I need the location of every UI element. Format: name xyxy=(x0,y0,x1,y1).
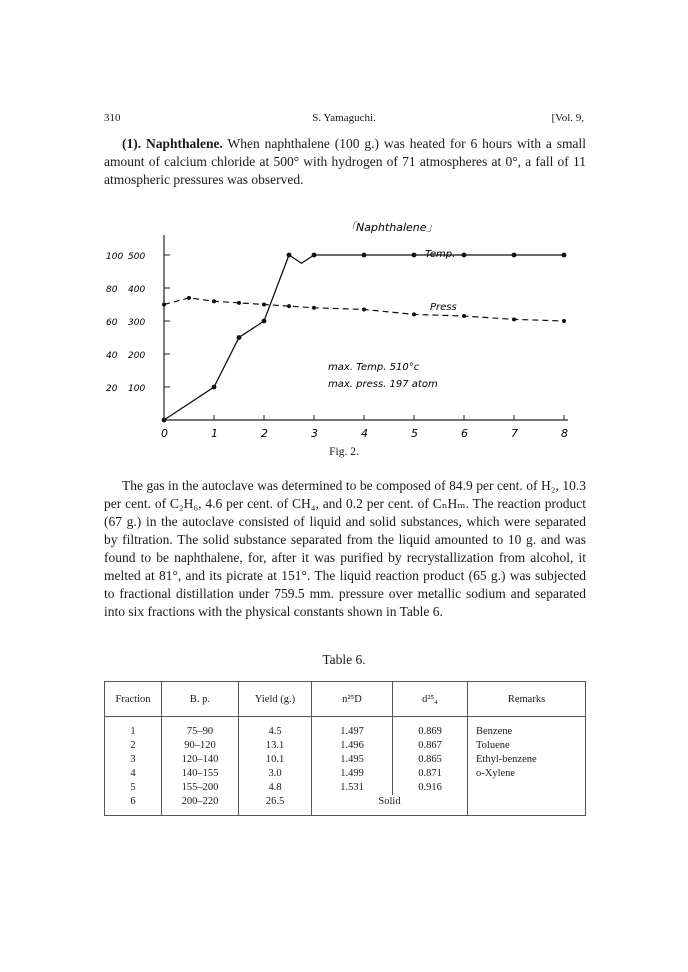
table-cell: 90–120 xyxy=(162,739,239,753)
press-point xyxy=(237,301,241,305)
table-row xyxy=(105,795,586,816)
press-point xyxy=(412,312,416,316)
table-cell: 75–90 xyxy=(162,717,239,740)
y-tick-label-right: 200 xyxy=(128,351,146,361)
figure-chart xyxy=(100,215,580,450)
table-cell: 1.499 xyxy=(312,767,393,781)
press-point xyxy=(262,303,266,307)
press-point xyxy=(212,299,216,303)
table-row xyxy=(105,753,586,767)
x-tick-label: 6 xyxy=(461,427,468,440)
table-6 xyxy=(104,681,586,816)
temp-point xyxy=(362,253,367,258)
col-yield: Yield (g.) xyxy=(239,682,312,717)
table-cell: 26.5 xyxy=(239,795,312,816)
table-cell: Toluene xyxy=(468,739,586,753)
table-cell: 1 xyxy=(105,717,162,740)
temp-point xyxy=(412,253,417,258)
table-cell: Solid xyxy=(312,795,468,816)
table-cell: 200–220 xyxy=(162,795,239,816)
col-nd: n²⁵D xyxy=(312,682,393,717)
table-cell: 4.5 xyxy=(239,717,312,740)
chart-series xyxy=(162,253,567,423)
annotation-max-temp: max. Temp. 510°c xyxy=(328,362,420,373)
x-tick-label: 5 xyxy=(411,427,418,440)
paragraph-text: The gas in the autoclave was determined to be composed of 84.9 per cent. of H₂, 10.3 per cent. of C₂H₆, 4.6 per cent. of CH₄, and 0.2 per cent. of CₙHₘ. The reaction product (67 g.) in the autoclave consisted of liquid and solid substances, which were separated by filtration. The solid substance separated from the liquid amounted to 10 g. and was found to be naphthalene, for, after it was purified by recrystallization from alcohol, it melted at 81°, and its picrate at 151°. The liquid reaction product (65 g.) was subjected to fractional distillation under 759.5 mm. pressure over metallic sodium and separated into six fractions with the physical constants shown in Table 6. xyxy=(104,478,586,619)
temp-point xyxy=(262,319,267,324)
series-label-temp: Temp. xyxy=(425,249,456,260)
table-cell: 4 xyxy=(105,767,162,781)
section-heading: (1). Naphthalene. xyxy=(122,136,223,151)
table-cell: 6 xyxy=(105,795,162,816)
temp-point xyxy=(212,385,217,390)
line-chart xyxy=(100,215,580,445)
table-cell: 155–200 xyxy=(162,781,239,795)
table-cell: 0.865 xyxy=(393,753,468,767)
press-point xyxy=(562,319,566,323)
y-tick-label-right: 400 xyxy=(128,285,146,295)
y-tick-label-right: 500 xyxy=(128,252,146,262)
col-fraction: Fraction xyxy=(105,682,162,717)
temp-point xyxy=(312,253,317,258)
table-cell: 0.871 xyxy=(393,767,468,781)
press-point xyxy=(162,303,166,307)
table-cell xyxy=(468,795,586,816)
table-row xyxy=(105,739,586,753)
paragraph-gas-analysis xyxy=(104,477,586,621)
table-cell: Benzene xyxy=(468,717,586,740)
col-d4: d²⁵₄ xyxy=(393,682,468,717)
table-row xyxy=(105,767,586,781)
table-cell: 0.869 xyxy=(393,717,468,740)
temp-point xyxy=(237,335,242,340)
chart-title: 「Naphthalene」 xyxy=(345,221,438,234)
x-tick-label: 1 xyxy=(211,427,218,440)
col-remarks: Remarks xyxy=(468,682,586,717)
page-number: 310 xyxy=(104,112,121,124)
press-point xyxy=(462,314,466,318)
table-row xyxy=(105,717,586,740)
table-cell: 4.8 xyxy=(239,781,312,795)
press-point xyxy=(312,306,316,310)
table-cell: 5 xyxy=(105,781,162,795)
table-row xyxy=(105,781,586,795)
table-cell: 0.867 xyxy=(393,739,468,753)
x-tick-label: 2 xyxy=(261,427,268,440)
running-author: S. Yamaguchi. xyxy=(312,112,376,124)
x-tick-label: 8 xyxy=(561,427,568,440)
table-cell: 120–140 xyxy=(162,753,239,767)
y-tick-label-left: 20 xyxy=(106,384,118,394)
table-cell: 1.496 xyxy=(312,739,393,753)
x-tick-label: 4 xyxy=(361,427,368,440)
chart-axes xyxy=(164,235,568,420)
paragraph-naphthalene xyxy=(104,135,586,189)
table-cell: 3 xyxy=(105,753,162,767)
table-cell: 140–155 xyxy=(162,767,239,781)
temp-point xyxy=(512,253,517,258)
table-cell: 0.916 xyxy=(393,781,468,795)
x-tick-label: 3 xyxy=(311,427,318,440)
y-tick-label-left: 100 xyxy=(106,252,124,262)
page-header xyxy=(104,112,584,132)
y-tick-label-right: 100 xyxy=(128,384,146,394)
figure-caption: Fig. 2. xyxy=(329,446,359,458)
table-cell: 13.1 xyxy=(239,739,312,753)
table-cell: 10.1 xyxy=(239,753,312,767)
press-point xyxy=(287,304,291,308)
x-tick-label: 7 xyxy=(511,427,518,440)
table-cell: 2 xyxy=(105,739,162,753)
y-tick-label-left: 60 xyxy=(106,318,118,328)
table-cell: 1.495 xyxy=(312,753,393,767)
series-label-press: Press xyxy=(430,302,457,313)
table-cell: Ethyl-benzene xyxy=(468,753,586,767)
temp-point xyxy=(287,253,292,258)
y-tick-label-left: 80 xyxy=(106,285,118,295)
table-cell: 3.0 xyxy=(239,767,312,781)
press-point xyxy=(362,307,366,311)
table-cell: o-Xylene xyxy=(468,767,586,781)
temp-point xyxy=(462,253,467,258)
table-cell xyxy=(468,781,586,795)
press-point xyxy=(187,296,191,300)
table-cell: 1.497 xyxy=(312,717,393,740)
table-cell: 1.531 xyxy=(312,781,393,795)
temp-point xyxy=(562,253,567,258)
series-line-temp xyxy=(164,255,564,420)
col-bp: B. p. xyxy=(162,682,239,717)
x-tick-label: 0 xyxy=(161,427,168,440)
table-title: Table 6. xyxy=(322,652,366,667)
y-tick-label-right: 300 xyxy=(128,318,146,328)
volume-label: [Vol. 9, xyxy=(551,112,584,124)
press-point xyxy=(512,317,516,321)
y-tick-label-left: 40 xyxy=(106,351,118,361)
table-header-row xyxy=(105,682,586,717)
annotation-max-press: max. press. 197 atom xyxy=(328,379,438,390)
paragraph-text: When naphthalene (100 g.) was heated for 6 hours with a small amount of calcium chloride at 500° with hydrogen of 71 atmospheres at 0°, a fall of 11 atmospheric pressures was observed. xyxy=(104,136,586,187)
